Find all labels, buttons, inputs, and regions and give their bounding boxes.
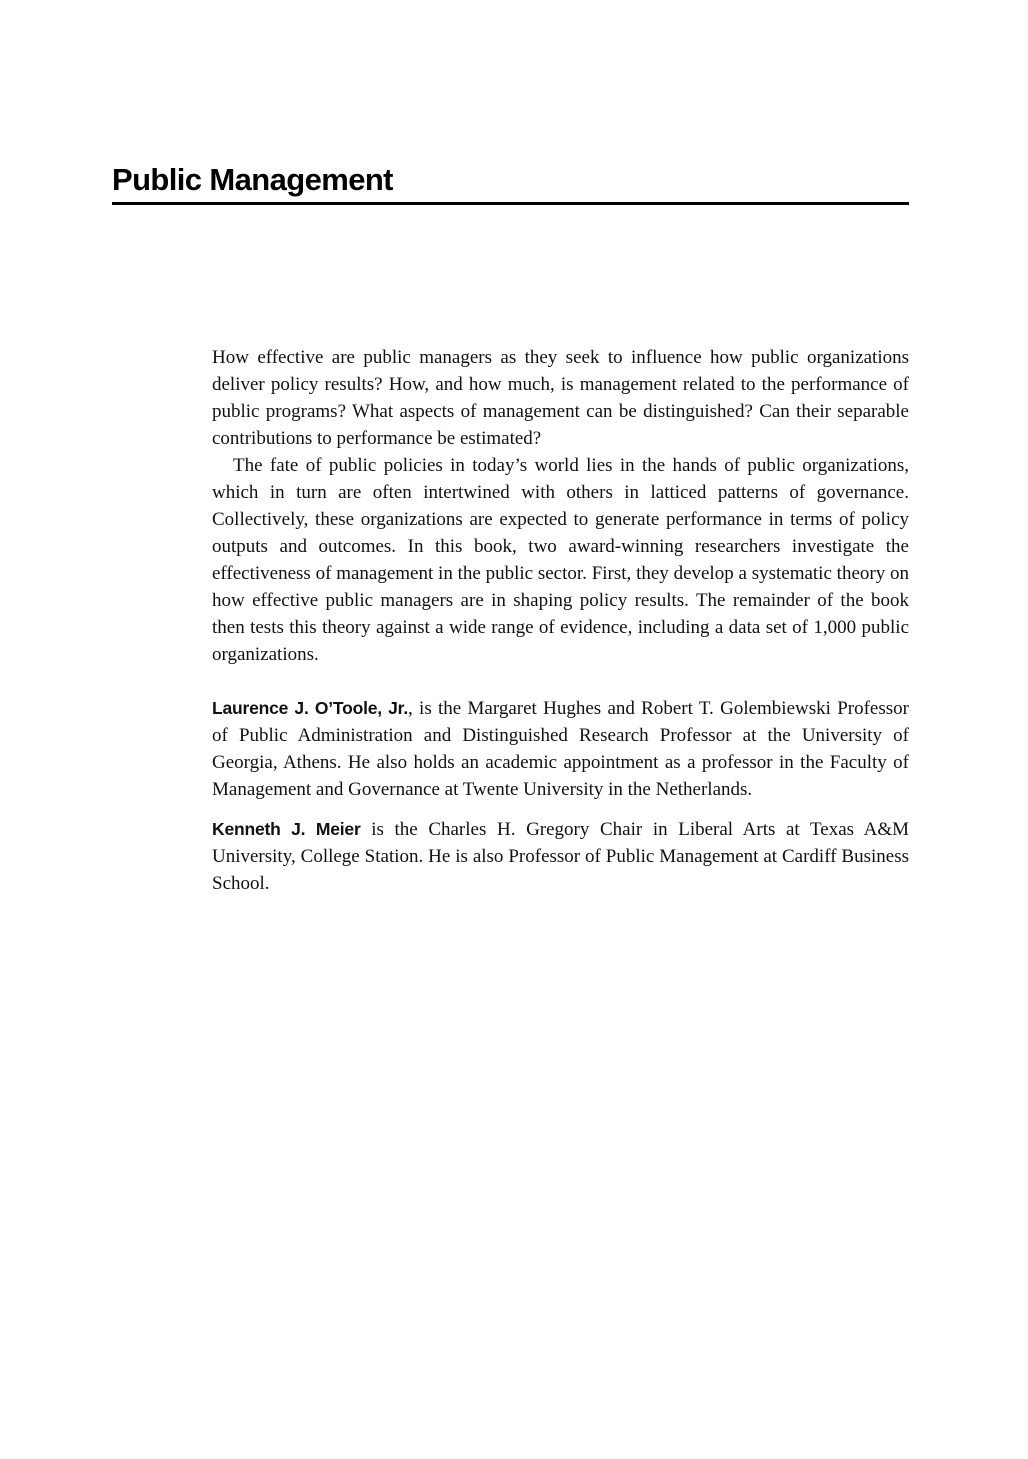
author-bio-text-meier: is the Charles H. Gregory Chair in Liberal Arts at Texas A&M University, College Station. He is also Professor of Public Management at Cardiff Business School. (212, 819, 909, 894)
page-title: Public Management (112, 162, 393, 197)
author-bio-otoole (212, 695, 909, 803)
author-name-otoole: Laurence J. O’Toole, Jr. (212, 698, 408, 718)
description-paragraph-1: How effective are public managers as they seek to influence how public organizations deliver policy results? How, and how much, is management related to the performance of public programs? What aspects of management can be distinguished? Can their separable contributions to performance be estimated? (212, 347, 909, 449)
description-paragraph-2: The fate of public policies in today’s world lies in the hands of public organizations, which in turn are often intertwined with others in latticed patterns of governance. Collectively, these organizations are expected to generate performance in terms of policy outputs and outcomes. In this book, two award-winning researchers investigate the effectiveness of management in the public sector. First, they develop a systematic theory on how effective public managers are in shaping policy results. The remainder of the book then tests this theory against a wide range of evidence, including a data set of 1,000 public organizations. (212, 455, 909, 665)
author-name-meier: Kenneth J. Meier (212, 819, 361, 839)
author-bio-meier (212, 816, 909, 897)
title-rule (112, 202, 909, 205)
author-bio-text-otoole: , is the Margaret Hughes and Robert T. Golembiewski Professor of Public Administration and Distinguished Research Professor at the University of Georgia, Athens. He also holds an academic appointment as a professor in the Faculty of Management and Governance at Twente University in the Netherlands. (212, 698, 909, 800)
book-description (212, 344, 909, 897)
